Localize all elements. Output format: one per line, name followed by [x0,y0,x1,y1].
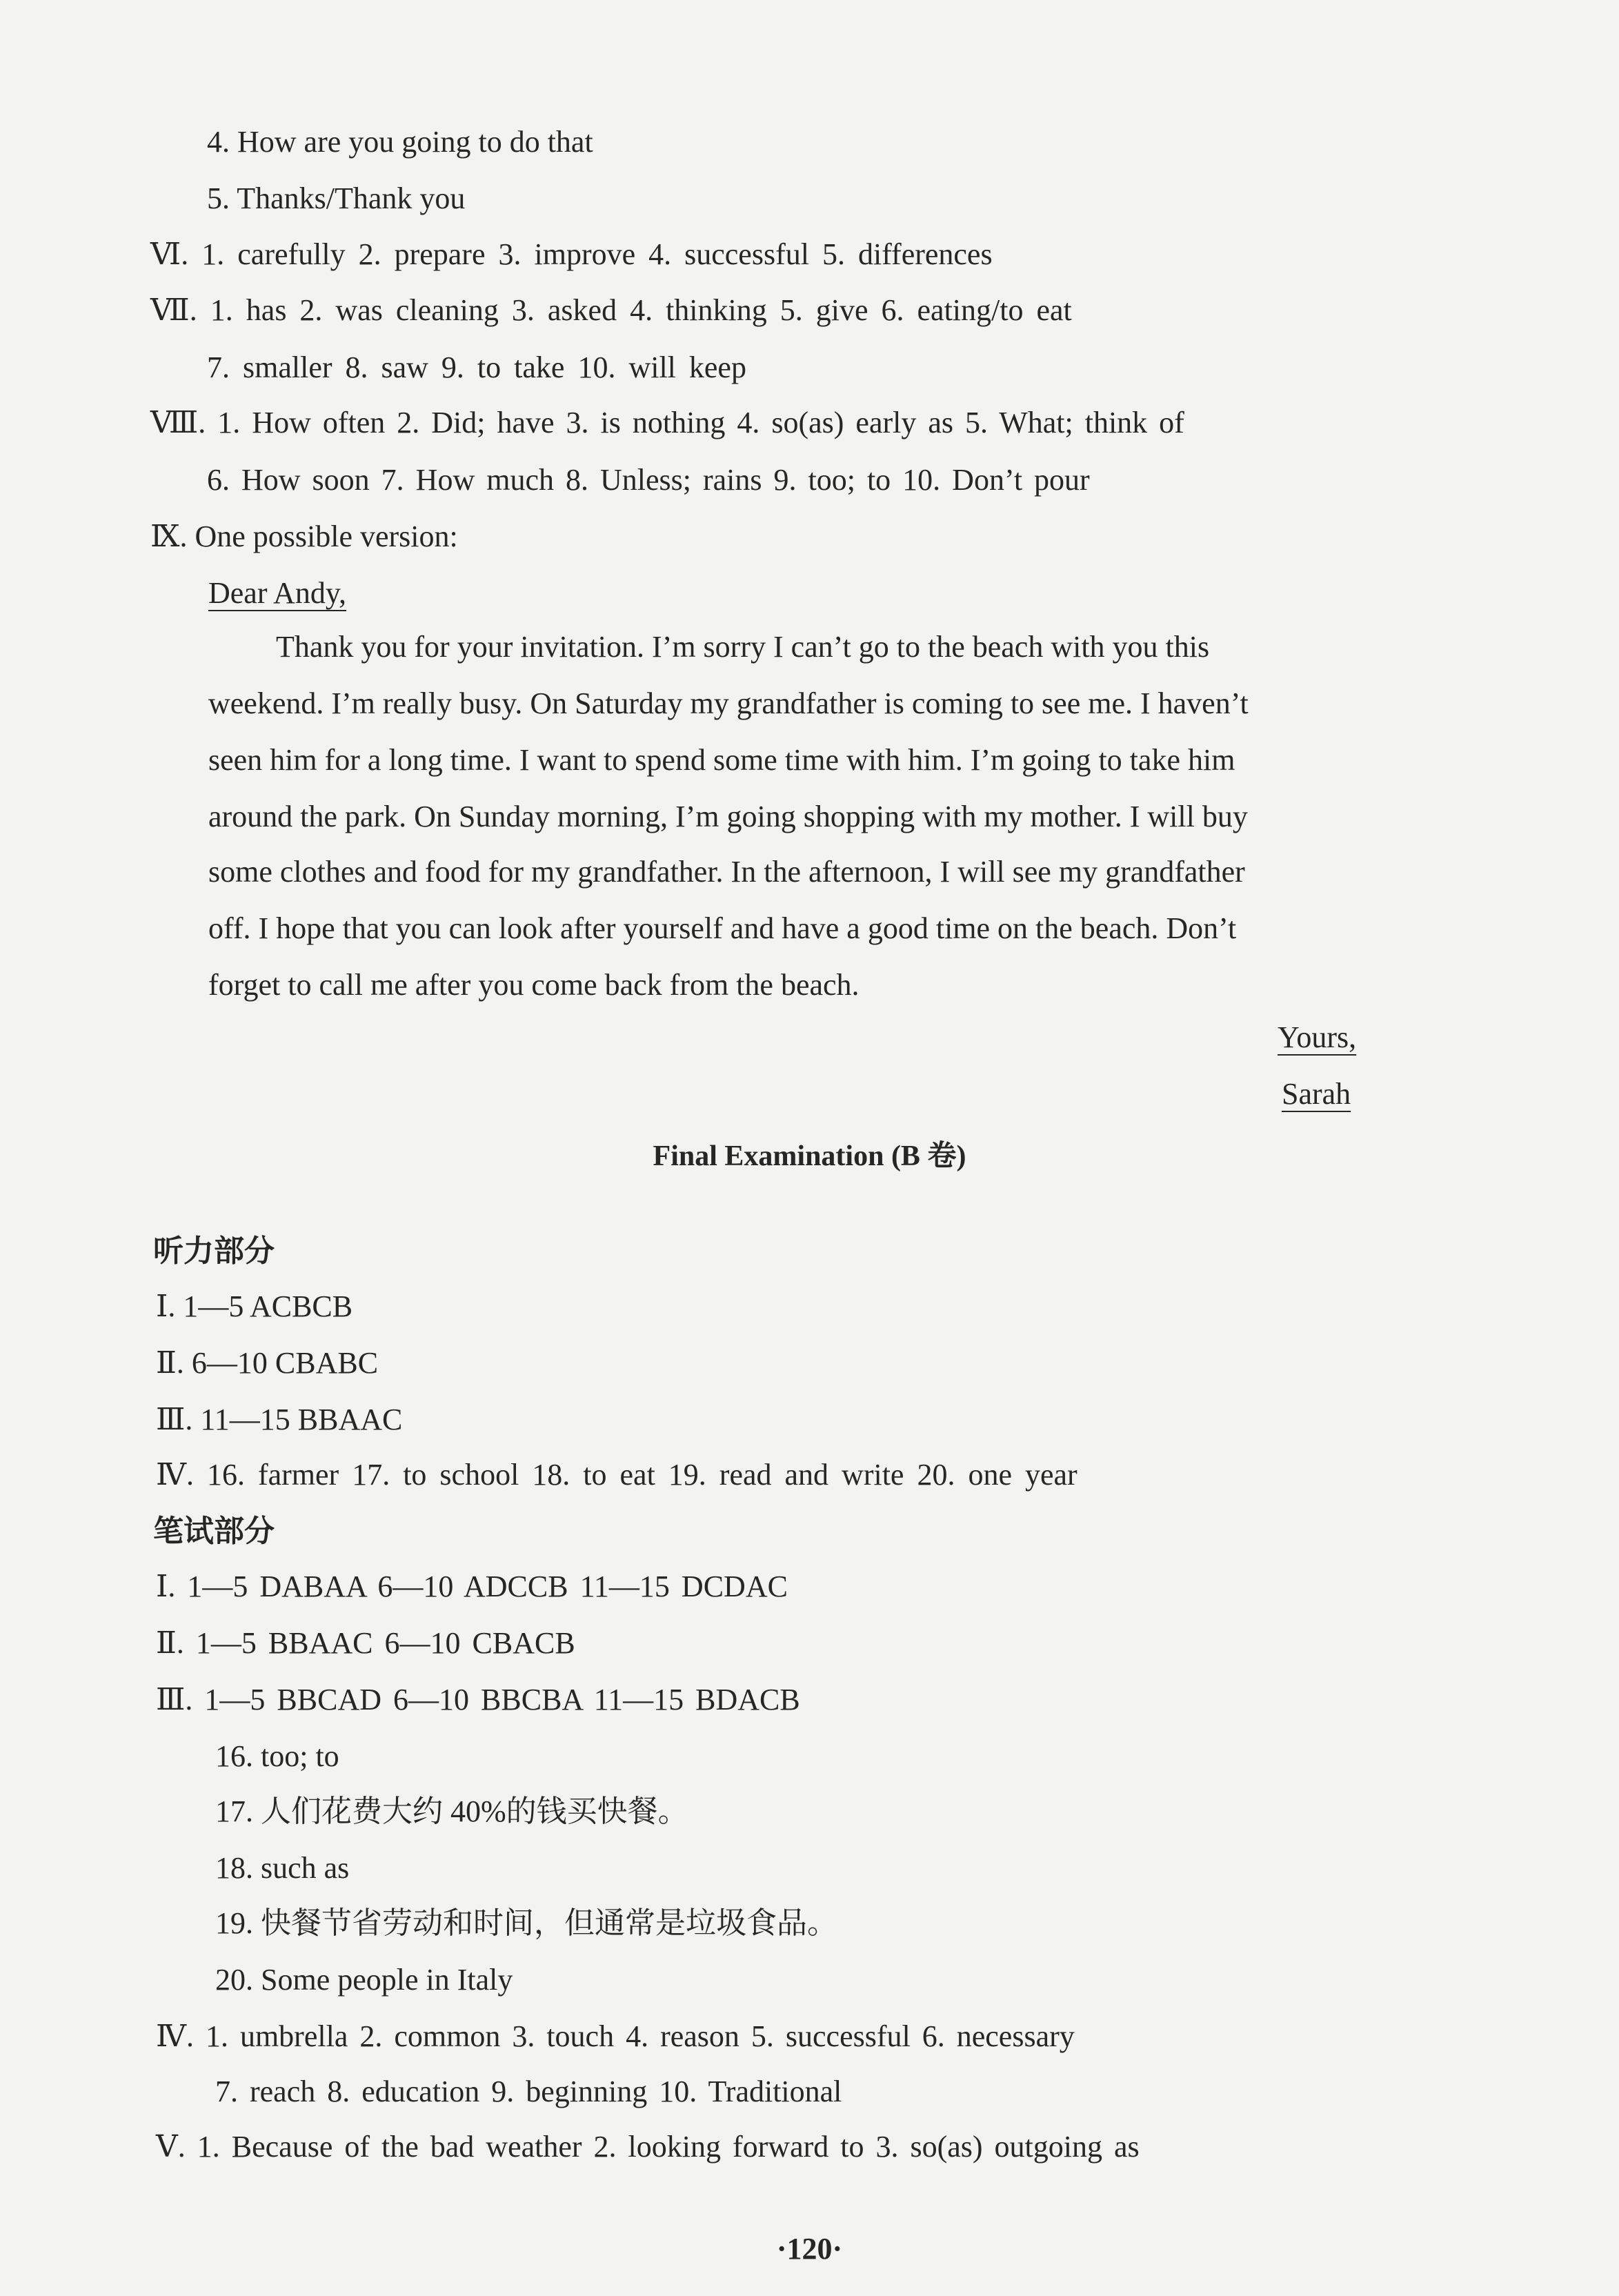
letter-body-line: around the park. On Sunday morning, I’m going shopping with my mother. I will buy [208,800,1248,833]
letter-closing: Yours, [1278,1020,1357,1054]
listening-answer-line: Ⅰ. 1—5 ACBCB [156,1289,353,1323]
letter-body-line: off. I hope that you can look after yourself and have a good time on the beach. Don’t [208,911,1237,945]
written-answer-line: 19. 快餐节省劳动和时间，但通常是垃圾食品。 [215,1906,837,1940]
answer-line: Ⅸ. One possible version: [150,519,458,553]
letter-body-line: Thank you for your invitation. I’m sorry I can’t go to the beach with you this [276,630,1210,664]
answer-line: 4. How are you going to do that [207,125,593,159]
answer-line: Ⅵ. 1. carefully 2. prepare 3. improve 4. successful 5. differences [150,237,993,271]
written-answer-line: 17. 人们花费大约 40%的钱买快餐。 [215,1794,688,1828]
written-answer-line: Ⅴ. 1. Because of the bad weather 2. looking forward to 3. so(as) outgoing as [156,2130,1140,2164]
page-number: ·120· [776,2232,843,2266]
written-answer-line: 16. too; to [215,1739,339,1773]
letter-body-line: forget to call me after you come back from the beach. [208,968,860,1002]
letter-greeting: Dear Andy, [208,576,346,610]
written-answer-line: Ⅳ. 1. umbrella 2. common 3. touch 4. reason 5. successful 6. necessary [156,2019,1075,2053]
listening-heading: 听力部分 [153,1234,275,1269]
answer-line: Ⅷ. 1. How often 2. Did; have 3. is nothing 4. so(as) early as 5. What; think of [150,406,1184,439]
exam-title: Final Examination (B 卷) [653,1140,966,1172]
written-answer-line: 7. reach 8. education 9. beginning 10. Traditional [215,2075,842,2108]
listening-answer-line: Ⅱ. 6—10 CBABC [156,1346,379,1380]
letter-signature: Sarah [1282,1077,1351,1111]
answer-line: 6. How soon 7. How much 8. Unless; rains 9. too; to 10. Don’t pour [207,463,1090,497]
written-answer-line: Ⅲ. 1—5 BBCAD 6—10 BBCBA 11—15 BDACB [156,1683,800,1716]
written-answer-line: Ⅰ. 1—5 DABAA 6—10 ADCCB 11—15 DCDAC [156,1570,788,1603]
written-answer-line: 20. Some people in Italy [215,1963,513,1997]
answer-line: 5. Thanks/Thank you [207,181,466,215]
letter-body-line: seen him for a long time. I want to spend some time with him. I’m going to take him [208,743,1235,777]
written-heading: 笔试部分 [153,1514,275,1549]
listening-answer-line: Ⅲ. 11—15 BBAAC [156,1403,403,1436]
listening-answer-line: Ⅳ. 16. farmer 17. to school 18. to eat 19. read and write 20. one year [156,1458,1077,1492]
written-answer-line: 18. such as [215,1851,350,1885]
letter-body-line: weekend. I’m really busy. On Saturday my grandfather is coming to see me. I haven’t [208,686,1249,720]
answer-line: Ⅶ. 1. has 2. was cleaning 3. asked 4. thinking 5. give 6. eating/to eat [150,293,1072,327]
letter-body-line: some clothes and food for my grandfather. In the afternoon, I will see my grandfather [208,855,1245,889]
written-answer-line: Ⅱ. 1—5 BBAAC 6—10 CBACB [156,1626,575,1660]
answer-line: 7. smaller 8. saw 9. to take 10. will keep [207,350,746,384]
